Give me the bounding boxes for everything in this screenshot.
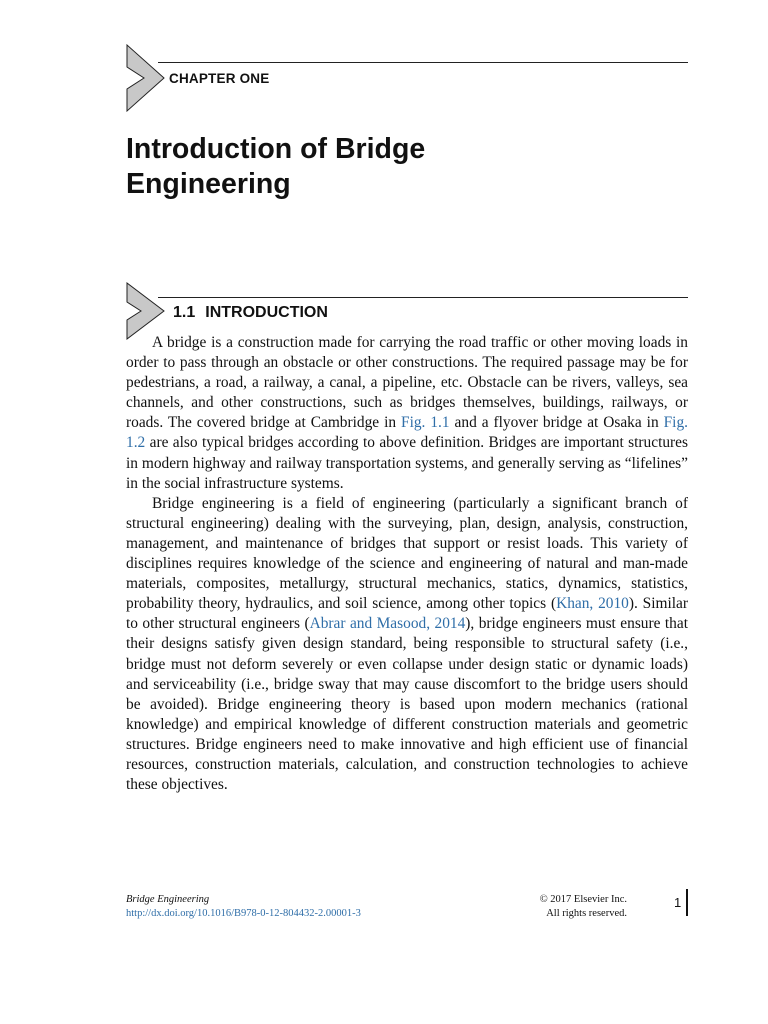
paragraph (126, 333, 688, 494)
chapter-rule (158, 62, 688, 63)
footer-right (503, 893, 627, 921)
paragraph (126, 494, 688, 795)
figure-link[interactable]: Fig. 1.1 (401, 414, 450, 432)
section-number: 1.1 (173, 304, 196, 321)
section-rule (158, 297, 688, 298)
figure-link[interactable]: Fig. 1.2 (126, 414, 688, 452)
footer-left (126, 893, 361, 921)
page-number-bar (686, 889, 688, 916)
section-title: INTRODUCTION (205, 304, 328, 321)
citation-link[interactable]: Khan, 2010 (556, 595, 629, 613)
book-title: Bridge Engineering (126, 894, 210, 905)
rights-text: All rights reserved. (546, 908, 627, 919)
chapter-title (126, 132, 686, 202)
paragraph-text: A bridge is a construction made for carrying the road traffic or other moving loads in order to pass through an obstacle or other constructions. The required passage may be for pedestrians, a road, a railway, a canal, a pipeline, etc. Obstacle can be rivers, valleys, sea channels, and other constructions, such as bridges themselves, buildings, railways, or roads. The covered bridge at Cambridge in (126, 334, 688, 432)
chapter-chevron-icon (126, 44, 166, 112)
citation-link[interactable]: Abrar and Masood, 2014 (309, 615, 466, 633)
chapter-label: CHAPTER ONE (169, 71, 270, 86)
paragraph-text: are also typical bridges according to above definition. Bridges are important structures in modern highway and railway transportation systems, and generally serving as “lifelines” in the social infrastructure systems. (126, 434, 688, 492)
paragraph-text: ). Similar to other structural engineers ( (126, 595, 688, 633)
paragraph-text: ), bridge engineers must ensure that their designs satisfy given design standard, being responsible to structural safety (i.e., bridge must not deform severely or even collapse under design static or dynamic loads) and serviceability (i.e., bridge sway that may cause discomfort to the bridge users should be avoided). Bridge engineering theory is based upon modern mechanics (rational knowledge) and empirical knowledge of different construction materials and geometric structures. Bridge engineers need to make innovative and high efficient use of financial resources, construction materials, calculation, and construction technologies to achieve these objectives. (126, 615, 688, 794)
section-chevron-icon (126, 282, 166, 340)
section-heading (173, 304, 328, 322)
page-number: 1 (674, 895, 682, 910)
chapter-title-line1: Introduction of Bridge (126, 133, 426, 165)
copyright-text: © 2017 Elsevier Inc. (539, 894, 627, 905)
paragraph-text: and a flyover bridge at Osaka in (449, 414, 664, 432)
paragraph-text: Bridge engineering is a field of engineering (particularly a significant branch of structural engineering) dealing with the surveying, plan, design, analysis, construction, management, and maintenance of bridges that support or resist loads. This variety of disciplines requires knowledge of the science and engineering of natural and man-made materials, composites, metallurgy, structural mechanics, statics, dynamics, statistics, probability theory, hydraulics, and soil science, among other topics ( (126, 494, 688, 613)
doi-link[interactable]: http://dx.doi.org/10.1016/B978-0-12-804432-2.00001-3 (126, 908, 361, 919)
body-text (126, 333, 688, 795)
chapter-title-line2: Engineering (126, 168, 291, 200)
